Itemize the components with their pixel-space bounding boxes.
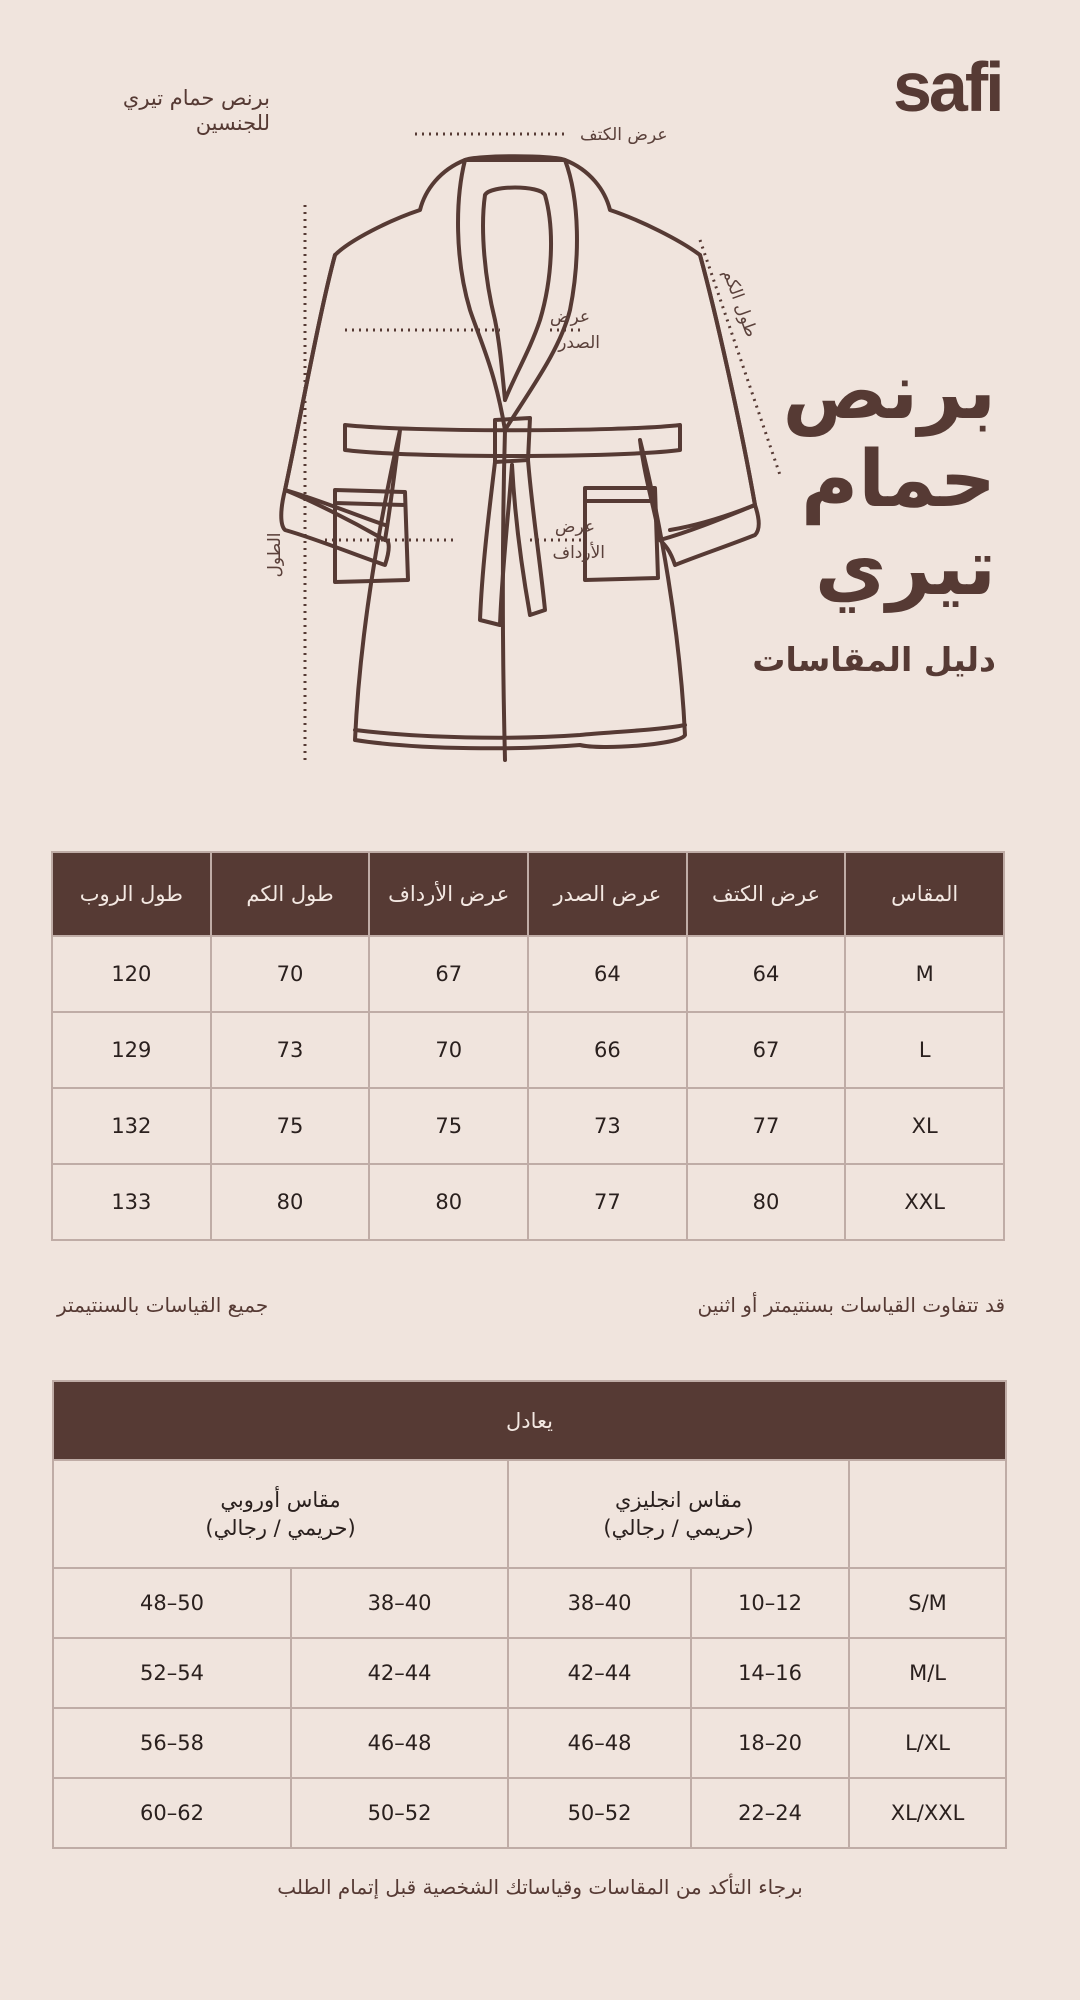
chest-width-label-2: الصدر [558,333,600,353]
robe-collar [458,156,577,430]
uk-header-line1: مقاس انجليزي [614,1488,743,1512]
table-row [53,1708,1006,1778]
uk-header-line2: (حريمي / رجالي) [603,1516,754,1540]
variance-note: قد تتفاوت القياسات بسنتيمتر أو اثنين [697,1293,1005,1317]
table-cell: 66 [528,1012,687,1088]
footer-note: برجاء التأكد من المقاسات وقياساتك الشخصية قبل إتمام الطلب [277,1875,803,1899]
equivalence-title: يعادل [53,1381,1006,1460]
robe-lapel-inner [483,188,551,401]
table-cell: 70 [369,1012,528,1088]
table-cell: 73 [211,1012,370,1088]
table-cell: 42–44 [508,1638,691,1708]
table-cell: 129 [52,1012,211,1088]
shoulder-width-label: عرض الكتف [580,125,668,145]
table-cell: 80 [369,1164,528,1240]
table-cell: M/L [849,1638,1006,1708]
table-cell: 75 [369,1088,528,1164]
length-label: الطول [265,532,285,578]
table-cell: 52–54 [53,1638,291,1708]
title-line2: حمام [801,435,996,525]
robe-front-edge [503,430,505,760]
header-hip: عرض الأرداف [369,852,528,936]
table-cell: 77 [687,1088,846,1164]
hip-width-label-2: الأرداف [552,543,605,563]
robe-belt-tail-left [480,462,512,625]
chest-width-label-1: عرض [549,307,590,327]
table-cell: 42–44 [291,1638,508,1708]
table-cell: 80 [687,1164,846,1240]
robe-belt-tail-right [512,460,545,615]
table-cell: 18–20 [691,1708,849,1778]
table-row [52,1164,1004,1240]
corner-title-line1: برنص حمام تيري [122,86,270,110]
table-cell: XXL [845,1164,1004,1240]
equivalence-group-row [53,1460,1006,1568]
table-cell: XL/XXL [849,1778,1006,1848]
table-cell: 22–24 [691,1778,849,1848]
eu-header-line1: مقاس أوروبي [220,1488,341,1512]
title-line1: برنص [782,347,996,437]
page-subtitle: دليل المقاسات [752,640,996,679]
header-size: المقاس [845,852,1004,936]
title-line3: تيري [814,523,996,613]
table-cell: 132 [52,1088,211,1164]
table-cell: 10–12 [691,1568,849,1638]
table-cell: 60–62 [53,1778,291,1848]
eu-size-header [53,1460,508,1568]
table-cell: 14–16 [691,1638,849,1708]
brand-logo: safi [893,48,1002,126]
uk-size-header [508,1460,849,1568]
equivalence-title-row [53,1381,1006,1460]
table-cell: L [845,1012,1004,1088]
eu-header-line2: (حريمي / رجالي) [205,1516,356,1540]
header-shoulder: عرض الكتف [687,852,846,936]
table-cell: S/M [849,1568,1006,1638]
table-row [52,936,1004,1012]
units-note: جميع القياسات بالسنتيمتر [57,1293,269,1317]
empty-header-cell [849,1460,1006,1568]
table-row [52,1088,1004,1164]
corner-product-title [50,86,270,136]
header-chest: عرض الصدر [528,852,687,936]
equivalence-table [52,1380,1007,1849]
robe-diagram [240,120,800,780]
table-cell: 77 [528,1164,687,1240]
table-cell: 56–58 [53,1708,291,1778]
corner-title-line2: للجنسين [195,111,270,135]
table-row [52,1012,1004,1088]
table-cell: 64 [528,936,687,1012]
table-cell: 48–50 [53,1568,291,1638]
size-table [51,851,1005,1241]
table-cell: 75 [211,1088,370,1164]
robe-right-cuff [670,505,755,530]
table-cell: XL [845,1088,1004,1164]
size-table-header-row [52,852,1004,936]
robe-right-pocket [585,488,658,580]
table-cell: M [845,936,1004,1012]
page-title [782,348,996,612]
table-cell: 46–48 [291,1708,508,1778]
table-cell: 80 [211,1164,370,1240]
hip-width-label-1: عرض [554,517,595,537]
table-cell: 46–48 [508,1708,691,1778]
table-row [53,1778,1006,1848]
table-cell: 50–52 [291,1778,508,1848]
table-cell: 38–40 [508,1568,691,1638]
table-cell: 70 [211,936,370,1012]
table-cell: 38–40 [291,1568,508,1638]
table-cell: 67 [687,1012,846,1088]
table-cell: L/XL [849,1708,1006,1778]
robe-hem [355,725,685,738]
table-cell: 50–52 [508,1778,691,1848]
table-row [53,1568,1006,1638]
table-cell: 64 [687,936,846,1012]
sleeve-length-label: طول الكم [718,266,762,340]
table-cell: 120 [52,936,211,1012]
table-cell: 133 [52,1164,211,1240]
header-sleeve: طول الكم [211,852,370,936]
table-row [53,1638,1006,1708]
header-robe-length: طول الروب [52,852,211,936]
table-cell: 73 [528,1088,687,1164]
table-cell: 67 [369,936,528,1012]
